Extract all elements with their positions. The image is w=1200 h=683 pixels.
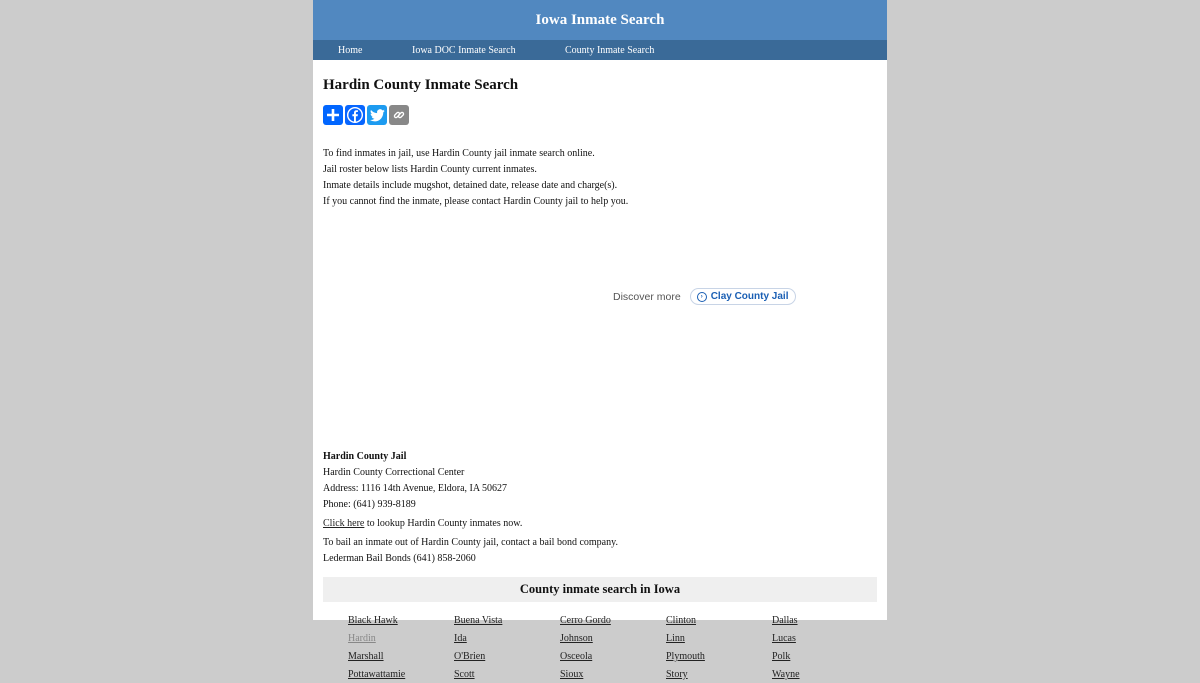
- jail-info: [323, 449, 618, 567]
- county-link[interactable]: Ida: [454, 633, 467, 644]
- intro-line: Inmate details include mugshot, detained date, release date and charge(s).: [323, 180, 618, 191]
- county-link[interactable]: Dallas: [772, 615, 798, 626]
- lookup-line: [323, 516, 618, 532]
- county-cell: [454, 667, 560, 683]
- county-section-heading: County inmate search in Iowa: [323, 577, 877, 602]
- intro-line: If you cannot find the inmate, please contact Hardin County jail to help you.: [323, 196, 629, 207]
- county-cell: [560, 613, 666, 629]
- county-cell: [454, 649, 560, 665]
- intro-text: [323, 146, 628, 210]
- county-cell: [560, 649, 666, 665]
- discover-pill-label: Clay County Jail: [710, 291, 789, 302]
- lookup-link[interactable]: Click here: [323, 518, 365, 529]
- county-grid: [348, 613, 878, 683]
- discover-label: Discover more: [613, 290, 681, 303]
- county-link[interactable]: O'Brien: [454, 651, 486, 662]
- county-cell: [348, 613, 454, 629]
- intro-line: To find inmates in jail, use Hardin County jail inmate search online.: [323, 148, 595, 159]
- county-link[interactable]: Cerro Gordo: [560, 615, 611, 626]
- county-cell: [348, 631, 454, 647]
- discover-more: [613, 288, 796, 305]
- arrow-circle-icon: ›: [697, 292, 707, 302]
- bail-company: Lederman Bail Bonds (641) 858-2060: [323, 553, 476, 564]
- county-link[interactable]: Buena Vista: [454, 615, 503, 626]
- county-cell: [666, 613, 772, 629]
- share-buttons: [323, 105, 409, 125]
- county-cell: [666, 649, 772, 665]
- county-link[interactable]: Johnson: [560, 633, 593, 644]
- nav-home[interactable]: Home: [338, 44, 363, 56]
- lookup-text: to lookup Hardin County inmates now.: [364, 518, 523, 529]
- site-title[interactable]: Iowa Inmate Search: [535, 11, 665, 28]
- county-cell: [348, 667, 454, 683]
- county-cell: [560, 667, 666, 683]
- discover-pill[interactable]: [690, 288, 796, 305]
- county-link[interactable]: Wayne: [772, 669, 800, 680]
- page-title: Hardin County Inmate Search: [323, 77, 519, 93]
- county-link[interactable]: Story: [666, 669, 688, 680]
- nav-iowa-doc[interactable]: Iowa DOC Inmate Search: [412, 44, 516, 56]
- county-cell: [666, 631, 772, 647]
- intro-line: Jail roster below lists Hardin County current inmates.: [323, 164, 537, 175]
- county-link[interactable]: Clinton: [666, 615, 697, 626]
- county-link[interactable]: Scott: [454, 669, 475, 680]
- copy-link-icon[interactable]: [389, 105, 409, 125]
- county-link[interactable]: Pottawattamie: [348, 669, 406, 680]
- county-cell: [772, 613, 878, 629]
- county-link[interactable]: Lucas: [772, 633, 796, 644]
- site-header: [313, 0, 887, 40]
- county-cell: [666, 667, 772, 683]
- county-cell: [560, 631, 666, 647]
- nav-county[interactable]: County Inmate Search: [565, 44, 655, 56]
- county-cell: [454, 631, 560, 647]
- county-cell: [454, 613, 560, 629]
- county-cell: [772, 667, 878, 683]
- county-link[interactable]: Marshall: [348, 651, 384, 662]
- county-cell: [772, 649, 878, 665]
- county-link[interactable]: Hardin: [348, 633, 376, 644]
- county-link[interactable]: Black Hawk: [348, 615, 398, 626]
- county-link[interactable]: Plymouth: [666, 651, 705, 662]
- county-link[interactable]: Sioux: [560, 669, 584, 680]
- jail-name: Hardin County Jail: [323, 451, 407, 462]
- facebook-icon[interactable]: [345, 105, 365, 125]
- jail-address: Address: 1116 14th Avenue, Eldora, IA 50627: [323, 483, 508, 494]
- page-container: [313, 0, 887, 680]
- jail-center: Hardin County Correctional Center: [323, 467, 465, 478]
- jail-phone: Phone: (641) 939-8189: [323, 499, 416, 510]
- county-cell: [772, 631, 878, 647]
- nav-bar: [313, 40, 887, 60]
- bail-text: To bail an inmate out of Hardin County jail, contact a bail bond company.: [323, 537, 618, 548]
- twitter-icon[interactable]: [367, 105, 387, 125]
- county-link[interactable]: Linn: [666, 633, 685, 644]
- county-link[interactable]: Osceola: [560, 651, 593, 662]
- county-cell: [348, 649, 454, 665]
- county-link[interactable]: Polk: [772, 651, 791, 662]
- share-plus-icon[interactable]: [323, 105, 343, 125]
